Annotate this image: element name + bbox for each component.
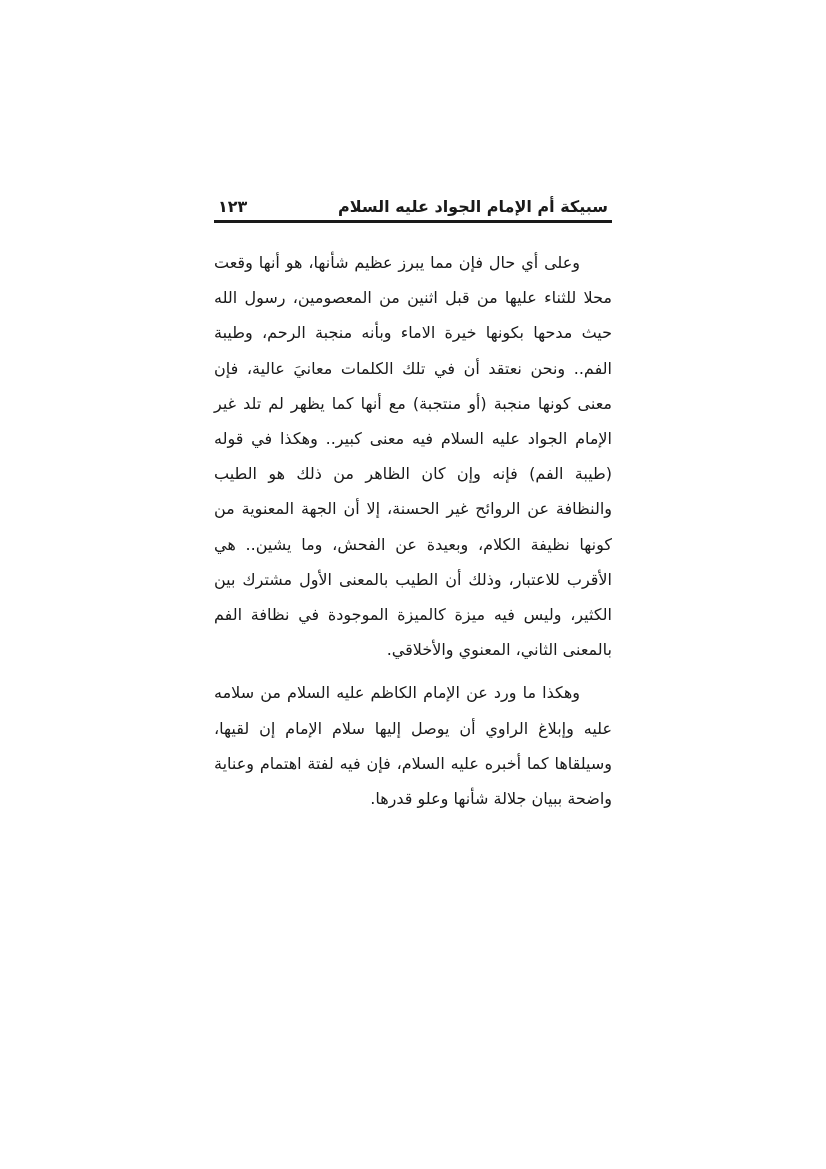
body-text	[214, 245, 612, 816]
paragraph-2: وهكذا ما ورد عن الإمام الكاظم عليه السلام من سلامه عليه وإبلاغ الراوي أن يوصل إليها سلام الإمام إن لقيها، وسيلقاها كما أخبره عليه السلام، فإن فيه لفتة اهتمام وعناية واضحة ببيان جلالة شأنها وعلو قدرها.	[214, 683, 612, 809]
header-rule	[214, 220, 612, 223]
page-number: ١٢٣	[218, 197, 248, 216]
book-page	[214, 196, 612, 816]
paragraph-1: وعلى أي حال فإن مما يبرز عظيم شأنها، هو أنها وقعت محلا للثناء عليها من قبل اثنين من المعصومين، رسول الله حيث مدحها بكونها خيرة الاماء وبأنه منجبة الرحم، وطيبة الفم.. ونحن نعتقد أن في تلك الكلمات معانيَ عالية، فإن معنى كونها منجبة (أو منتجبة) مع أنها كما يظهر لم تلد غير الإمام الجواد عليه السلام فيه معنى كبير.. وهكذا في قوله (طيبة الفم) فإنه وإن كان الظاهر من ذلك هو الطيب والنظافة عن الروائح غير الحسنة، إلا أن الجهة المعنوية من كونها نظيفة الكلام، وبعيدة عن الفحش، وما يشين.. هي الأقرب للاعتبار، وذلك أن الطيب بالمعنى الأول مشترك بين الكثير، وليس فيه ميزة كالميزة الموجودة في نظافة الفم بالمعنى الثاني، المعنوي والأخلاقي.	[214, 253, 612, 660]
running-title: سبيكة أم الإمام الجواد عليه السلام	[338, 197, 608, 216]
running-header	[214, 196, 612, 218]
